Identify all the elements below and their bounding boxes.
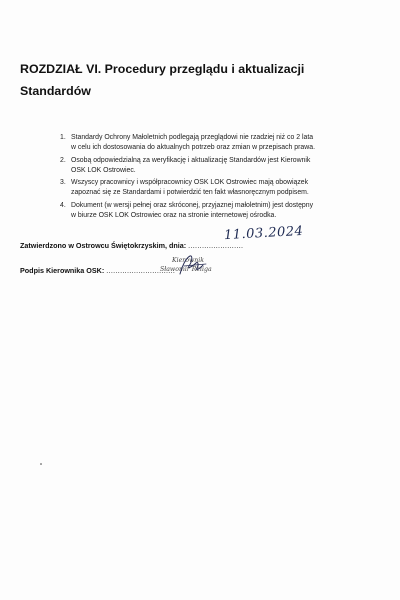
approval-label: Zatwierdzono w Ostrowcu Świętokrzyskim, dnia: — [20, 241, 187, 250]
procedure-list — [34, 133, 364, 223]
approval-dots: ........................ — [188, 241, 244, 250]
handwritten-date: 11.03.2024 — [223, 223, 304, 244]
signature-label: Podpis Kierownika OSK: — [20, 266, 105, 275]
list-item-number: 4. — [60, 201, 66, 209]
list-item-text: Dokument (w wersji pełnej oraz skróconej, przyjaznej małoletnim) jest dostępny w biurze OSK LOK Ostrowiec oraz na stronie internetowej ośrodka. — [71, 201, 314, 219]
list-item-number: 3. — [60, 179, 66, 187]
list-item — [34, 133, 364, 153]
list-item — [34, 201, 364, 221]
list-item-text: Standardy Ochrony Małoletnich podlegają przeglądowi nie rzadziej niż co 2 lata w celu ich dostosowania do aktualnych potrzeb oraz zmian w przepisach prawa. — [71, 134, 315, 152]
list-item — [34, 178, 364, 198]
list-item-text: Wszyscy pracownicy i współpracownicy OSK LOK Ostrowiec mają obowiązek zapoznać się ze Standardami i potwierdzić ten fakt własnoręcznym podpisem. — [71, 179, 309, 197]
scan-mark — [40, 463, 42, 465]
section-heading — [20, 58, 380, 102]
approval-line — [20, 241, 380, 250]
stamp-name: Sławomir Religa — [160, 266, 212, 273]
handwritten-signature — [140, 254, 240, 276]
stamp-title: Kierownik — [172, 257, 204, 264]
heading-line-1: ROZDZIAŁ VI. Procedury przeglądu i aktualizacji — [20, 62, 305, 76]
heading-line-2: Standardów — [20, 84, 91, 98]
signature-dots: .............................. — [106, 266, 176, 275]
list-item-text: Osobą odpowiedzialną za weryfikację i aktualizację Standardów jest Kierownik OSK LOK Ostrowiec. — [71, 156, 311, 174]
list-item-number: 2. — [60, 156, 66, 164]
list-item — [34, 156, 364, 176]
list-item-number: 1. — [60, 134, 66, 141]
